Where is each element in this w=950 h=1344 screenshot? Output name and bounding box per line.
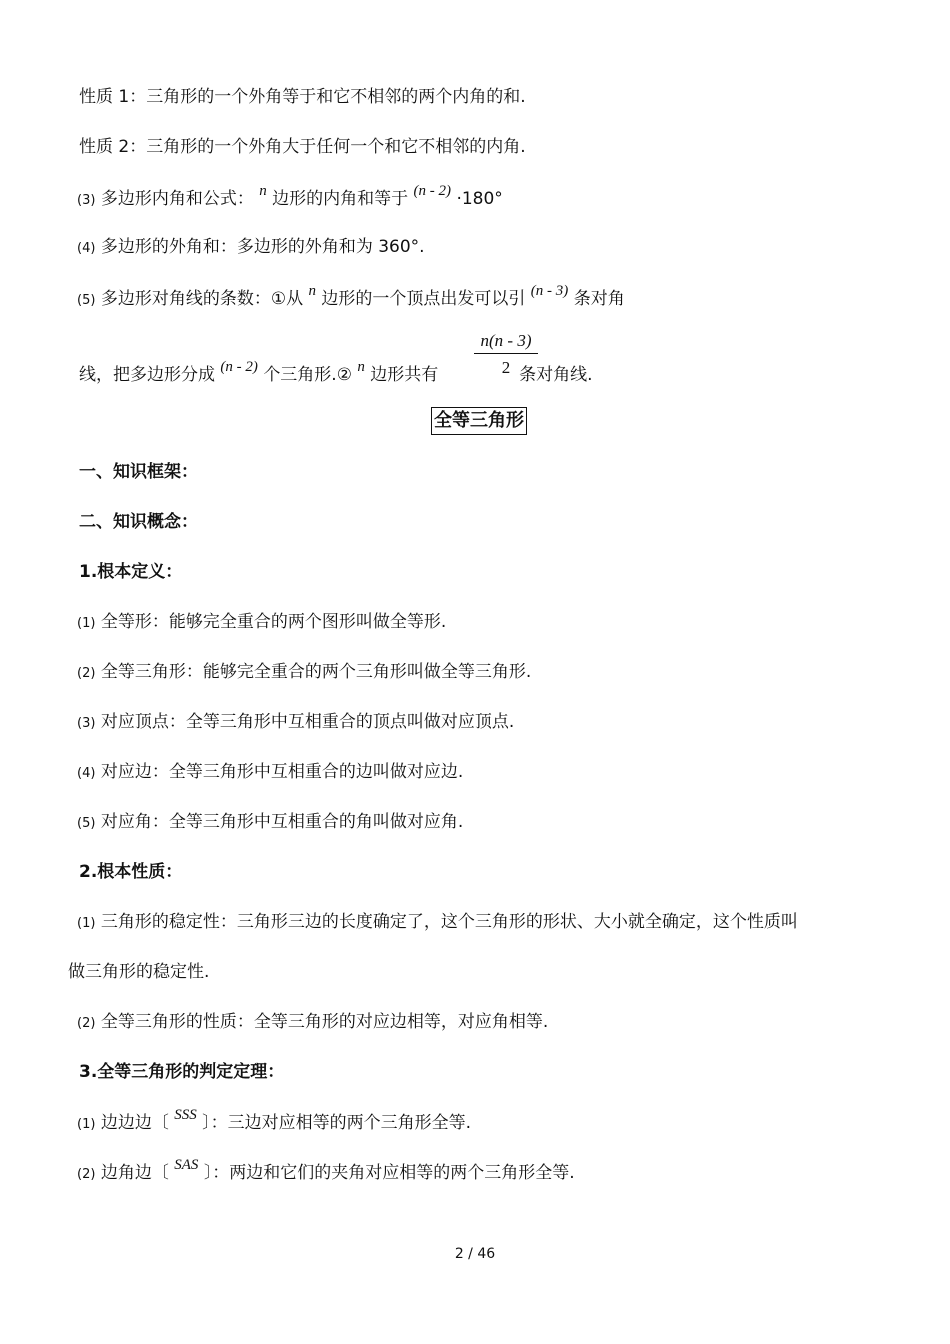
theorem-item	[77, 1157, 575, 1186]
definition-text: 对应顶点：全等三角形中互相重合的顶点叫做对应顶点.	[100, 712, 515, 732]
heading-knowledge-framework: 一、知识框架：	[79, 462, 198, 482]
property-congruent	[77, 1011, 548, 1035]
item-number: (1)	[77, 616, 96, 631]
definition-text: 全等形：能够完全重合的两个图形叫做全等形.	[100, 612, 447, 632]
subheading-basic-definitions: 1.根本定义：	[79, 562, 183, 582]
definition-item	[77, 761, 463, 785]
text-segment: 边形的一个顶点出发可以引	[321, 289, 526, 309]
property-text: 三角形的稳定性：三角形三边的长度确定了，这个三角形的形状、大小就全确定，这个性质叫	[100, 912, 798, 932]
item-number: (3)	[77, 716, 96, 731]
text-segment: 边形共有	[370, 365, 439, 385]
property-stability-continued: 做三角形的稳定性.	[68, 962, 210, 982]
theorem-item	[77, 1107, 472, 1136]
fraction-denominator: 2	[501, 358, 511, 377]
item-number: (1)	[77, 916, 96, 931]
text-segment: ·180°	[456, 189, 503, 209]
item-number: (5)	[77, 293, 96, 308]
math-expression: (n - 2)	[220, 359, 258, 375]
theorem-name: 边边边〔	[100, 1113, 169, 1133]
definition-item	[77, 661, 531, 685]
property-text: 全等三角形的性质：全等三角形的对应边相等，对应角相等.	[100, 1012, 549, 1032]
math-n: n	[308, 283, 316, 299]
heading-knowledge-concepts: 二、知识概念：	[79, 512, 198, 532]
math-expression: (n - 3)	[530, 283, 569, 299]
fraction	[474, 331, 538, 378]
section-title: 全等三角形	[431, 407, 527, 435]
text-segment: 多边形对角线的条数：①从	[100, 289, 304, 309]
definition-item	[77, 811, 463, 835]
property-stability	[77, 911, 798, 935]
text-segment: 多边形的外角和：多边形的外角和为 360°.	[100, 237, 425, 257]
theorem-abbreviation: SAS	[174, 1157, 199, 1173]
text-segment: 多边形内角和公式：	[100, 189, 254, 209]
subheading-congruence-theorems: 3.全等三角形的判定定理：	[79, 1062, 285, 1082]
item-number: (5)	[77, 816, 96, 831]
item-number: (1)	[77, 1117, 96, 1132]
property-2: 性质 2：三角形的一个外角大于任何一个和它不相邻的内角.	[79, 137, 526, 157]
item-number: (3)	[77, 193, 96, 208]
definition-text: 全等三角形：能够完全重合的两个三角形叫做全等三角形.	[100, 662, 532, 682]
math-n: n	[357, 359, 365, 375]
math-n: n	[259, 183, 267, 199]
item-number: (2)	[77, 1167, 96, 1182]
property-1: 性质 1：三角形的一个外角等于和它不相邻的两个内角的和.	[79, 87, 526, 107]
definition-text: 对应边：全等三角形中互相重合的边叫做对应边.	[100, 762, 464, 782]
fraction-numerator: n(n - 3)	[474, 331, 538, 354]
definition-item	[77, 611, 446, 635]
polygon-diagonals	[77, 283, 625, 312]
item-number: (2)	[77, 666, 96, 681]
item-number: (4)	[77, 241, 96, 256]
text-segment: 条对角线.	[519, 365, 593, 385]
definition-text: 对应角：全等三角形中互相重合的角叫做对应角.	[100, 812, 464, 832]
item-number: (4)	[77, 766, 96, 781]
theorem-text: 〕：三边对应相等的两个三角形全等.	[202, 1113, 472, 1133]
text-segment: 边形的内角和等于	[272, 189, 409, 209]
theorem-name: 边角边〔	[100, 1163, 169, 1183]
math-expression: (n - 2)	[413, 183, 452, 199]
text-segment: 个三角形.②	[263, 365, 352, 385]
text-segment: 条对角	[573, 289, 625, 309]
definition-item	[77, 711, 514, 735]
item-number: (2)	[77, 1016, 96, 1031]
subheading-basic-properties: 2.根本性质：	[79, 862, 183, 882]
theorem-abbreviation: SSS	[174, 1107, 197, 1123]
theorem-text: 〕：两边和它们的夹角对应相等的两个三角形全等.	[203, 1163, 575, 1183]
polygon-interior-sum	[77, 183, 503, 212]
polygon-exterior-sum	[77, 236, 425, 260]
page-number: 2 / 46	[454, 1246, 496, 1262]
text-segment: 线，把多边形分成	[79, 365, 215, 385]
